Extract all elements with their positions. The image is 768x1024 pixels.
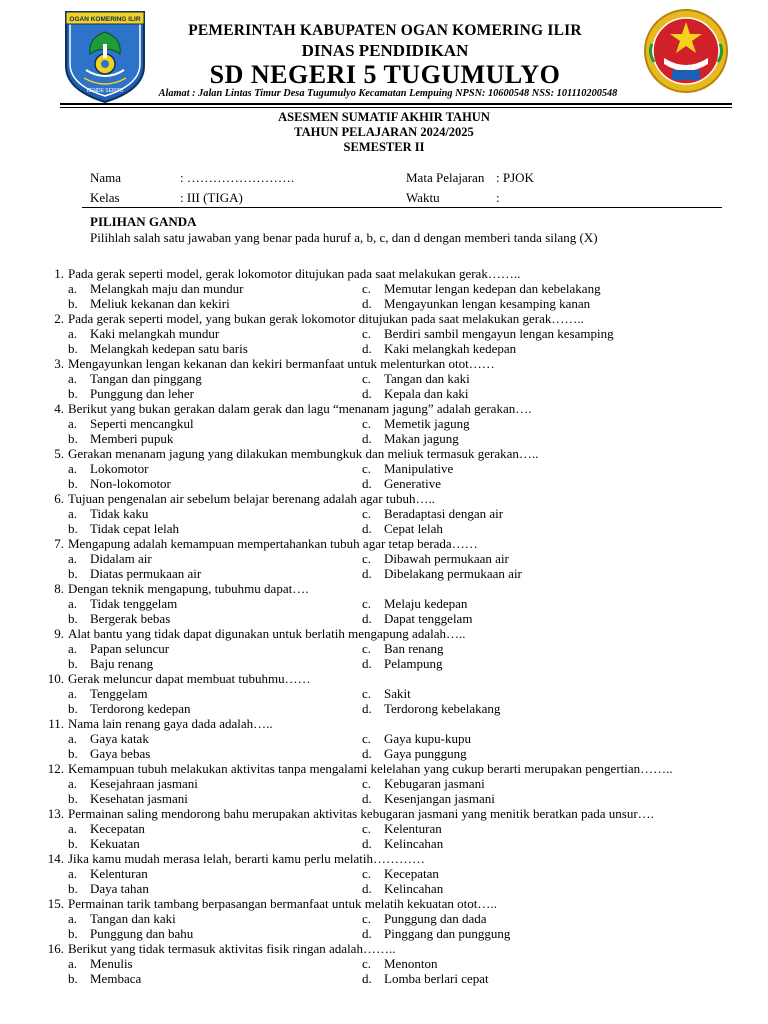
option-text: Membaca [90, 971, 142, 986]
option-d[interactable] [362, 881, 443, 896]
option-letter: b. [68, 881, 78, 896]
option-text: Didalam air [90, 551, 152, 566]
assessment-title: ASESMEN SUMATIF AKHIR TAHUN [278, 110, 490, 124]
option-letter: b. [68, 746, 78, 761]
option-letter: b. [68, 431, 78, 446]
option-text: Sakit [384, 686, 411, 701]
option-d[interactable] [362, 746, 467, 761]
option-text: Punggung dan dada [384, 911, 487, 926]
option-text: Berdiri sambil mengayun lengan kesamping [384, 326, 614, 341]
option-text: Kelincahan [384, 881, 444, 896]
option-text: Kecepatan [384, 866, 439, 881]
option-b[interactable] [68, 476, 171, 491]
option-c[interactable] [362, 281, 601, 296]
option-text: Kaki melangkah mundur [90, 326, 220, 341]
option-text: Tangan dan pinggang [90, 371, 202, 386]
question-number: 1. [54, 266, 64, 281]
option-letter: b. [68, 611, 78, 626]
option-text: Kekuatan [90, 836, 140, 851]
option-b[interactable] [68, 386, 194, 401]
option-a[interactable] [68, 596, 177, 611]
option-letter: d. [362, 791, 372, 806]
letterhead-school-name: SD NEGERI 5 TUGUMULYO [209, 60, 561, 89]
option-letter: a. [68, 596, 78, 611]
section-instruction: Pilihlah salah satu jawaban yang benar pada huruf a, b, c, dan d dengan memberi tanda silang (X) [90, 230, 598, 245]
option-a[interactable] [68, 641, 169, 656]
option-text: Melaju kedepan [384, 596, 468, 611]
option-letter: b. [68, 521, 78, 536]
option-letter: b. [68, 656, 78, 671]
logo-left-text: OGAN KOMERING ILIR [69, 16, 141, 23]
option-letter: c. [362, 416, 372, 431]
option-c[interactable] [362, 371, 470, 386]
option-text: Memutar lengan kedepan dan kebelakang [384, 281, 601, 296]
question-text: Pada gerak seperti model, yang bukan gerak lokomotor ditujukan pada saat melakukan gerak…….. [68, 311, 584, 326]
question-text: Pada gerak seperti model, gerak lokomotor ditujukan pada saat melakukan gerak…….. [68, 266, 521, 281]
option-c[interactable] [362, 956, 437, 971]
option-text: Kepala dan kaki [384, 386, 469, 401]
option-letter: b. [68, 791, 78, 806]
option-text: Kesejahraan jasmani [90, 776, 198, 791]
option-text: Gaya punggung [384, 746, 467, 761]
question-number: 2. [54, 311, 64, 326]
section-title: PILIHAN GANDA [90, 214, 197, 229]
option-text: Menonton [384, 956, 438, 971]
option-text: Bergerak bebas [90, 611, 171, 626]
option-text: Diatas permukaan air [90, 566, 202, 581]
option-d[interactable] [362, 611, 472, 626]
option-text: Melangkah maju dan mundur [90, 281, 244, 296]
option-text: Generative [384, 476, 442, 491]
letterhead-department: DINAS PENDIDIKAN [301, 41, 469, 60]
option-letter: c. [362, 281, 372, 296]
option-b[interactable] [68, 791, 188, 806]
option-a[interactable] [68, 551, 152, 566]
question-item [0, 716, 768, 761]
question-number: 9. [54, 626, 64, 641]
option-letter: a. [68, 371, 78, 386]
option-letter: b. [68, 386, 78, 401]
time-field[interactable]: : [496, 190, 500, 205]
option-letter: b. [68, 296, 78, 311]
option-d[interactable] [362, 566, 522, 581]
option-letter: c. [362, 776, 372, 791]
option-letter: a. [68, 506, 78, 521]
option-text: Dapat tenggelam [384, 611, 473, 626]
option-letter: b. [68, 836, 78, 851]
option-c[interactable] [362, 731, 471, 746]
option-text: Menulis [90, 956, 133, 971]
option-text: Ban renang [384, 641, 444, 656]
option-text: Gaya katak [90, 731, 149, 746]
option-text: Memetik jagung [384, 416, 470, 431]
option-c[interactable] [362, 461, 453, 476]
name-field[interactable]: : ……………………. [180, 170, 295, 185]
option-b[interactable] [68, 836, 140, 851]
option-letter: c. [362, 551, 372, 566]
subject-value: : PJOK [496, 170, 534, 185]
option-text: Makan jagung [384, 431, 459, 446]
option-letter: a. [68, 641, 78, 656]
question-item [0, 356, 768, 401]
option-c[interactable] [362, 866, 439, 881]
option-text: Lomba berlari cepat [384, 971, 489, 986]
question-text: Permainan tarik tambang berpasangan bermanfaat untuk melatih kekuatan otot….. [68, 896, 497, 911]
question-text: Alat bantu yang tidak dapat digunakan untuk berlatih mengapung adalah….. [68, 626, 466, 641]
question-text: Berikut yang tidak termasuk aktivitas fisik ringan adalah…….. [68, 941, 396, 956]
option-b[interactable] [68, 611, 170, 626]
name-label: Nama [90, 170, 122, 185]
option-b[interactable] [68, 341, 248, 356]
question-number: 5. [54, 446, 64, 461]
option-letter: a. [68, 776, 78, 791]
question-item [0, 941, 768, 986]
question-text: Nama lain renang gaya dada adalah….. [68, 716, 273, 731]
option-letter: a. [68, 281, 78, 296]
subject-label: Mata Pelajaran [406, 170, 485, 185]
option-letter: b. [68, 341, 78, 356]
option-text: Lokomotor [90, 461, 149, 476]
option-text: Tenggelam [90, 686, 148, 701]
question-number: 10. [47, 671, 64, 686]
option-c[interactable] [362, 551, 509, 566]
option-c[interactable] [362, 416, 470, 431]
question-item [0, 896, 768, 941]
question-item [0, 806, 768, 851]
question-number: 11. [48, 716, 64, 731]
option-a[interactable] [68, 821, 145, 836]
option-letter: c. [362, 686, 372, 701]
option-text: Tangan dan kaki [90, 911, 176, 926]
option-text: Kesehatan jasmani [90, 791, 188, 806]
option-text: Gaya kupu-kupu [384, 731, 472, 746]
option-a[interactable] [68, 731, 149, 746]
option-a[interactable] [68, 866, 148, 881]
option-letter: a. [68, 911, 78, 926]
question-list [0, 266, 768, 986]
option-text: Pinggang dan punggung [384, 926, 511, 941]
letterhead-government: PEMERINTAH KABUPATEN OGAN KOMERING ILIR [188, 22, 582, 39]
logo-left-motto: BENDE SEPITU [86, 88, 124, 94]
class-value: : III (TIGA) [180, 190, 243, 205]
option-d[interactable] [362, 971, 489, 986]
option-text: Terdorong kebelakang [384, 701, 501, 716]
option-text: Kecepatan [90, 821, 145, 836]
option-a[interactable] [68, 326, 219, 341]
option-letter: d. [362, 611, 372, 626]
option-b[interactable] [68, 881, 149, 896]
option-letter: c. [362, 461, 372, 476]
option-letter: c. [362, 911, 372, 926]
option-text: Mengayunkan lengan kesamping kanan [384, 296, 591, 311]
option-d[interactable] [362, 341, 516, 356]
option-text: Tidak tenggelam [90, 596, 178, 611]
option-text: Non-lokomotor [90, 476, 171, 491]
question-item [0, 626, 768, 671]
option-letter: b. [68, 566, 78, 581]
option-text: Cepat lelah [384, 521, 443, 536]
question-item [0, 401, 768, 446]
option-d[interactable] [362, 476, 441, 491]
question-item [0, 851, 768, 896]
option-letter: c. [362, 731, 372, 746]
question-number: 15. [47, 896, 64, 911]
option-b[interactable] [68, 521, 179, 536]
option-letter: b. [68, 971, 78, 986]
option-text: Terdorong kedepan [90, 701, 191, 716]
question-number: 12. [47, 761, 64, 776]
question-text: Dengan teknik mengapung, tubuhmu dapat…. [68, 581, 309, 596]
option-c[interactable] [362, 686, 411, 701]
option-text: Memberi pupuk [90, 431, 174, 446]
letterhead-rule-thin [60, 107, 732, 108]
option-letter: c. [362, 641, 372, 656]
question-item [0, 446, 768, 491]
option-text: Tangan dan kaki [384, 371, 470, 386]
option-letter: d. [362, 836, 372, 851]
option-c[interactable] [362, 506, 503, 521]
option-text: Tidak kaku [90, 506, 149, 521]
option-text: Papan seluncur [90, 641, 170, 656]
option-a[interactable] [68, 686, 148, 701]
option-letter: d. [362, 701, 372, 716]
option-text: Kelenturan [384, 821, 442, 836]
option-letter: c. [362, 866, 372, 881]
option-text: Manipulative [384, 461, 454, 476]
question-text: Permainan saling mendorong bahu merupakan aktivitas kebugaran jasmani yang menitik beratkan pada unsur…. [68, 806, 654, 821]
info-divider [82, 207, 722, 208]
option-a[interactable] [68, 956, 133, 971]
option-c[interactable] [362, 596, 467, 611]
letterhead [0, 0, 768, 110]
question-item [0, 311, 768, 356]
option-letter: d. [362, 341, 372, 356]
question-number: 8. [54, 581, 64, 596]
option-text: Punggung dan bahu [90, 926, 194, 941]
option-b[interactable] [68, 431, 173, 446]
option-b[interactable] [68, 656, 153, 671]
option-d[interactable] [362, 701, 500, 716]
question-number: 13. [47, 806, 64, 821]
option-letter: d. [362, 926, 372, 941]
option-b[interactable] [68, 566, 201, 581]
option-letter: b. [68, 701, 78, 716]
option-b[interactable] [68, 971, 141, 986]
option-text: Tidak cepat lelah [90, 521, 180, 536]
school-emblem-icon [642, 8, 730, 94]
option-text: Dibawah permukaan air [384, 551, 509, 566]
option-letter: d. [362, 386, 372, 401]
option-text: Kebugaran jasmani [384, 776, 485, 791]
option-a[interactable] [68, 776, 198, 791]
option-d[interactable] [362, 431, 459, 446]
option-d[interactable] [362, 296, 590, 311]
letterhead-rule-thick [60, 103, 732, 105]
question-text: Gerak meluncur dapat membuat tubuhmu…… [68, 671, 311, 686]
option-letter: c. [362, 506, 372, 521]
option-c[interactable] [362, 641, 444, 656]
option-b[interactable] [68, 701, 191, 716]
question-text: Berikut yang bukan gerakan dalam gerak dan lagu “menanam jagung” adalah gerakan…. [68, 401, 532, 416]
option-letter: a. [68, 461, 78, 476]
option-a[interactable] [68, 911, 176, 926]
option-letter: c. [362, 956, 372, 971]
option-letter: a. [68, 686, 78, 701]
option-letter: d. [362, 476, 372, 491]
option-text: Seperti mencangkul [90, 416, 194, 431]
option-a[interactable] [68, 461, 149, 476]
letterhead-address: Alamat : Jalan Lintas Timur Desa Tugumulyo Kecamatan Lempuing NPSN: 10600548 NSS: 101110200548 [158, 88, 618, 99]
question-number: 3. [54, 356, 64, 371]
school-year: TAHUN PELAJARAN 2024/2025 [294, 125, 474, 139]
option-text: Melangkah kedepan satu baris [90, 341, 248, 356]
option-text: Daya tahan [90, 881, 149, 896]
question-item [0, 491, 768, 536]
question-item [0, 671, 768, 716]
option-text: Dibelakang permukaan air [384, 566, 522, 581]
option-letter: a. [68, 326, 78, 341]
option-d[interactable] [362, 656, 443, 671]
question-text: Mengayunkan lengan kekanan dan kekiri bermanfaat untuk melenturkan otot…… [68, 356, 495, 371]
option-letter: d. [362, 971, 372, 986]
question-number: 7. [54, 536, 64, 551]
option-c[interactable] [362, 911, 487, 926]
option-c[interactable] [362, 326, 614, 341]
question-text: Kemampuan tubuh melakukan aktivitas tanpa mengalami kelelahan yang cukup berarti merupakan pengertian…….. [68, 761, 673, 776]
option-b[interactable] [68, 746, 150, 761]
question-number: 16. [47, 941, 64, 956]
option-letter: d. [362, 656, 372, 671]
option-letter: a. [68, 731, 78, 746]
option-letter: c. [362, 326, 372, 341]
question-text: Tujuan pengenalan air sebelum belajar berenang adalah agar tubuh….. [68, 491, 435, 506]
option-a[interactable] [68, 371, 202, 386]
time-label: Waktu [406, 190, 440, 205]
option-d[interactable] [362, 386, 468, 401]
question-item [0, 266, 768, 311]
option-text: Beradaptasi dengan air [384, 506, 504, 521]
option-text: Kelenturan [90, 866, 148, 881]
option-letter: d. [362, 746, 372, 761]
class-label: Kelas [90, 190, 120, 205]
option-b[interactable] [68, 296, 230, 311]
question-text: Jika kamu mudah merasa lelah, berarti kamu perlu melatih………… [68, 851, 426, 866]
option-d[interactable] [362, 791, 495, 806]
option-d[interactable] [362, 836, 443, 851]
question-item [0, 536, 768, 581]
option-letter: c. [362, 596, 372, 611]
option-text: Baju renang [90, 656, 154, 671]
option-letter: a. [68, 866, 78, 881]
question-item [0, 581, 768, 626]
option-letter: d. [362, 566, 372, 581]
option-letter: a. [68, 821, 78, 836]
option-text: Pelampung [384, 656, 443, 671]
option-d[interactable] [362, 521, 443, 536]
option-letter: d. [362, 431, 372, 446]
option-letter: c. [362, 371, 372, 386]
option-text: Kelincahan [384, 836, 444, 851]
option-text: Gaya bebas [90, 746, 151, 761]
option-letter: a. [68, 551, 78, 566]
option-letter: b. [68, 926, 78, 941]
option-text: Kesenjangan jasmani [384, 791, 495, 806]
question-text: Mengapung adalah kemampuan mempertahankan tubuh agar tetap berada…… [68, 536, 478, 551]
question-number: 4. [54, 401, 64, 416]
option-text: Meliuk kekanan dan kekiri [90, 296, 230, 311]
option-b[interactable] [68, 926, 193, 941]
option-a[interactable] [68, 506, 148, 521]
option-a[interactable] [68, 416, 194, 431]
option-letter: a. [68, 956, 78, 971]
question-text: Gerakan menanam jagung yang dilakukan membungkuk dan meliuk termasuk gerakan….. [68, 446, 539, 461]
question-number: 14. [47, 851, 64, 866]
option-letter: d. [362, 521, 372, 536]
option-text: Punggung dan leher [90, 386, 194, 401]
option-letter: c. [362, 821, 372, 836]
option-a[interactable] [68, 281, 243, 296]
option-letter: d. [362, 296, 372, 311]
option-c[interactable] [362, 821, 442, 836]
option-letter: a. [68, 416, 78, 431]
question-number: 6. [54, 491, 64, 506]
option-letter: b. [68, 476, 78, 491]
question-item [0, 761, 768, 806]
option-d[interactable] [362, 926, 510, 941]
option-c[interactable] [362, 776, 485, 791]
option-text: Kaki melangkah kedepan [384, 341, 517, 356]
option-letter: d. [362, 881, 372, 896]
semester: SEMESTER II [343, 140, 425, 154]
